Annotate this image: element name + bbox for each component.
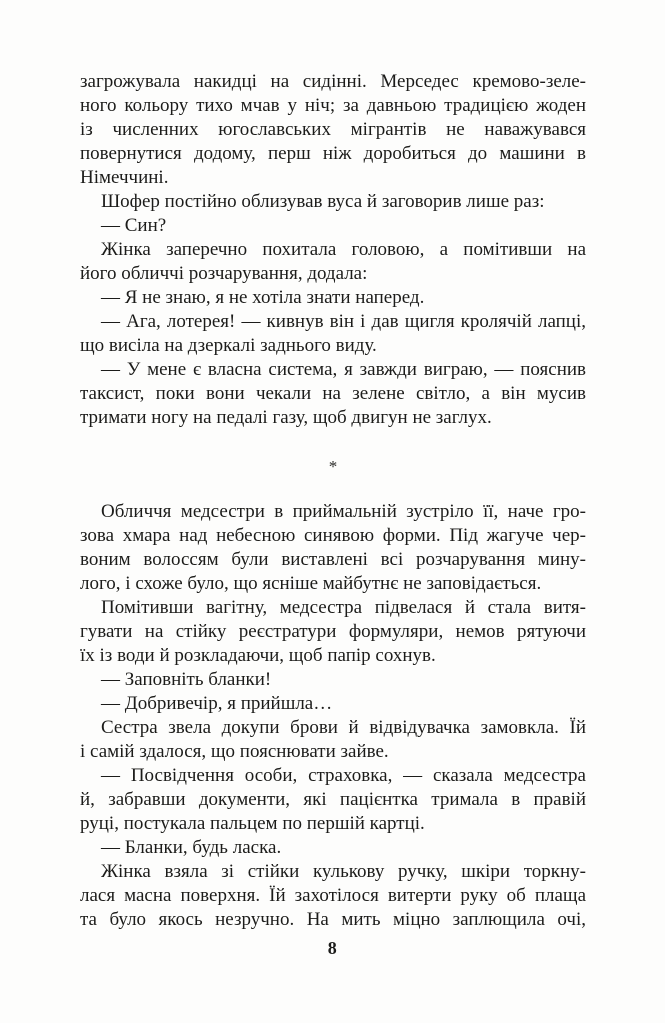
- text-line: Шофер постійно облизував вуса й заговорив лише раз:: [101, 191, 545, 212]
- text-line: і самій здалося, що пояснювати зайве.: [80, 741, 389, 762]
- text-line: Жінка заперечно похитала головою, а помітивши на: [101, 239, 586, 260]
- text-line: — Ага, лотерея! — кивнув він і дав щигля кролячій лапці,: [101, 311, 586, 332]
- text-line: гувати на стійку реєстратури формуляри, немов рятуючи: [80, 621, 586, 642]
- text-line: його обличчі розчарування, додала:: [80, 263, 368, 284]
- text-line: їх із води й розкладаючи, щоб папір сохнув.: [80, 645, 436, 666]
- paragraph: [80, 286, 586, 310]
- text-line: Жінка взяла зі стійки кулькову ручку, шкіри торкну-: [101, 861, 586, 882]
- text-line: Обличчя медсестри в приймальній зустріло її, наче гро-: [101, 501, 586, 522]
- text-block: [80, 70, 586, 932]
- text-line: руці, постукала пальцем по першій картці.: [80, 813, 425, 834]
- text-line: ного кольору тихо мчав у ніч; за давньою традицією жоден: [80, 95, 586, 116]
- paragraph: [80, 214, 586, 238]
- asterisk-glyph: *: [328, 457, 338, 476]
- text-line: тримати ногу на педалі газу, щоб двигун не заглух.: [80, 407, 492, 428]
- text-line: повернутися додому, перш ніж доробиться до машини в: [80, 143, 586, 164]
- text-line: — Я не знаю, я не хотіла знати наперед.: [101, 287, 425, 308]
- text-line: загрожувала накидці на сидінні. Мерседес кремово-зеле-: [80, 71, 586, 92]
- paragraph: [80, 70, 586, 190]
- text-line: Німеччині.: [80, 167, 169, 188]
- text-line: — Син?: [101, 215, 167, 236]
- text-line: воним волоссям були виставлені всі розчарування мину-: [80, 549, 586, 570]
- text-line: лого, і схоже було, що ясніше майбутнє не заповідається.: [80, 573, 542, 594]
- paragraph: [80, 860, 586, 932]
- paragraph: [80, 716, 586, 764]
- text-line: Помітивши вагітну, медсестра підвелася й стала витя-: [101, 597, 586, 618]
- text-line: лася масна поверхня. Їй захотілося витерти руку об плаща: [80, 885, 586, 906]
- text-line: — Заповніть бланки!: [101, 669, 272, 690]
- paragraph: [80, 668, 586, 692]
- paragraph: [80, 310, 586, 358]
- paragraph: [80, 500, 586, 596]
- text-line: — Бланки, будь ласка.: [101, 837, 282, 858]
- text-line: Сестра звела докупи брови й відвідувачка замовкла. Їй: [101, 717, 586, 738]
- paragraph: [80, 238, 586, 286]
- paragraph: [80, 596, 586, 668]
- text-line: — Добривечір, я прийшла…: [101, 693, 333, 714]
- text-line: таксист, поки вони чекали на зелене світло, а він мусив: [80, 383, 586, 404]
- text-line: й, забравши документи, які пацієнтка тримала в правій: [80, 789, 586, 810]
- paragraph: [80, 190, 586, 214]
- text-line: та було якось незручно. На мить міцно заплющила очі,: [80, 909, 586, 930]
- paragraph: [80, 836, 586, 860]
- text-line: із численних югославських мігрантів не наважувався: [80, 119, 586, 140]
- paragraph: [80, 692, 586, 716]
- text-line: що висіла на дзеркалі заднього виду.: [80, 335, 377, 356]
- section-separator: [80, 430, 586, 500]
- text-line: — Посвідчення особи, страховка, — сказала медсестра: [101, 765, 586, 786]
- page-number: 8: [327, 938, 338, 958]
- text-line: — У мене є власна система, я завжди виграю, — пояснив: [101, 359, 586, 380]
- paragraph: [80, 358, 586, 430]
- text-line: зова хмара над небесною синявою форми. Під жагуче чер-: [80, 525, 586, 546]
- paragraph: [80, 764, 586, 836]
